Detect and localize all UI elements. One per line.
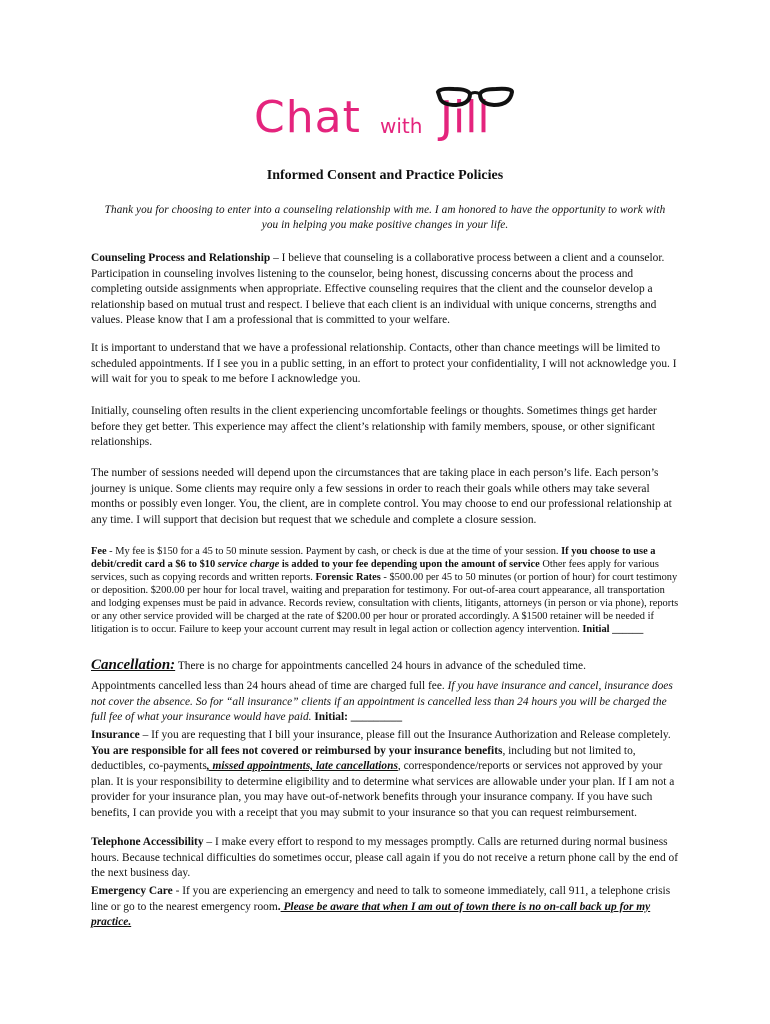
cancellation-paragraph: [91, 679, 681, 726]
cancellation-text: Appointments cancelled less than 24 hours ahead of time are charged full fee.: [91, 680, 448, 692]
cancellation-initial: Initial: _________: [311, 711, 403, 723]
counseling-text: – I believe that counseling is a collaborative process between a client and a counselor. Participation in counseling involves listening to the counselor, being honest, discussing concerns about the process and completing outside assignments when appropriate. Effective counseling requires that the client and the counselor develop a relationship based on mutual trust and respect. I believe that each client is an individual with unique concerns, strengths and values. Please know that I am a professional that is committed to your welfare.: [91, 252, 665, 326]
cancellation-line-1: There is no charge for appointments cancelled 24 hours in advance of the scheduled time.: [175, 660, 586, 672]
insurance-missed-appointments: , missed appointments, late cancellations: [206, 760, 398, 772]
cancellation-heading-line: [91, 658, 681, 675]
insurance-paragraph: [91, 728, 681, 821]
insurance-text-3: , correspondence/reports or services not approved by your plan. It is your responsibility to determine eligibility and to determine what services are allowable under your plan. If I am not a provider for your insurance plan, you may have out-of-network benefits through your insurance company. If you have such benefits, I can provide you with a receipt that you may submit to your insurance so that you can request reimbursement.: [91, 760, 675, 819]
logo-with-text: with: [380, 114, 423, 138]
fee-text-3: - $500.00 per 45 to 50 minutes (or portion of hour) for court testimony or deposition. $200.00 per hour for local travel, waiting and preparation for testimony. For out-of-area court appearance, all transportation and lodging expenses must be paid in advance. Records review, consultation with clients, litigants, attorneys (in person or via phone), reports or any other service provided will be charged at the rate of $200.00 per hour or prorated accordingly. A $1500 retainer will be needed if litigation is to occur. Failure to keep your account current may result in legal action or collection agency intervention.: [91, 572, 679, 635]
fee-bold-2: is added to your fee depending upon the amount of service: [279, 559, 540, 570]
telephone-paragraph: [91, 835, 681, 882]
emergency-heading: Emergency Care: [91, 885, 173, 897]
telephone-text: – I make every effort to respond to my messages promptly. Calls are returned during normal business hours. Because technical difficulties do sometimes occur, please call again if you do not receive a return phone call by the end of the next business day.: [91, 836, 679, 879]
logo-chat-text: Chat: [254, 92, 361, 143]
logo-jill-text: Jill: [440, 92, 490, 143]
emergency-text: - If you are experiencing an emergency and need to talk to someone immediately, call 911, a telephone crisis line or go to the nearest emergency room: [91, 885, 671, 913]
insurance-text-2: , including but not limited to, deductibles, co-payments: [91, 744, 636, 772]
emergency-paragraph: [91, 884, 681, 931]
counseling-paragraph: [91, 251, 681, 329]
sessions-paragraph: The number of sessions needed will depend upon the circumstances that are taking place in each person’s life. Each person’s journey is unique. Some clients may require only a few sessions in order to reach their goals while others may take several months or possibly even longer. You, the client, are in complete control. You may choose to end our professional relationship at any time. I will support that decision but request that we schedule and complete a closure session.: [91, 467, 672, 526]
fee-text-1: - My fee is $150 for a 45 to 50 minute session. Payment by cash, or check is due at the time of your session.: [106, 546, 562, 557]
telephone-heading: Telephone Accessibility: [91, 836, 204, 848]
fee-initial: Initial ______: [582, 624, 644, 635]
emergency-period: .: [277, 900, 281, 913]
fee-text-2: Other fees apply for various services, such as copying records and written reports.: [91, 559, 659, 583]
counseling-heading: Counseling Process and Relationship: [91, 252, 271, 264]
document-title: Informed Consent and Practice Policies: [266, 168, 504, 183]
intro-text: Thank you for choosing to enter into a counseling relationship with me. I am honored to have the opportunity to work with you in helping you make positive changes in your life.: [104, 204, 666, 231]
fee-heading: Fee: [91, 546, 107, 557]
cancellation-insurance-note: If you have insurance and cancel, insurance does not cover the absence. So for “all insurance” clients if an appointment is cancelled less than 24 hours you will be charged the full fee of what your insurance would have paid.: [91, 680, 673, 723]
cancellation-heading: Cancellation:: [91, 657, 176, 673]
insurance-heading: Insurance: [91, 729, 140, 741]
relationship-paragraph: It is important to understand that we have a professional relationship. Contacts, other than chance meetings will be limited to scheduled appointments. If I see you in a public setting, in an effort to protect your confidentiality, I will not acknowledge you. I will wait for you to speak to me before I acknowledge you.: [91, 342, 677, 385]
fee-service-charge: service charge: [217, 559, 280, 570]
insurance-text-1: – If you are requesting that I bill your insurance, please fill out the Insurance Authorization and Release completely.: [139, 729, 671, 741]
glasses-icon: [434, 86, 516, 110]
fee-paragraph: [91, 545, 681, 636]
fee-bold-1: If you choose to use a debit/credit card a $6 to $10: [91, 546, 656, 570]
forensic-heading: Forensic Rates: [315, 572, 381, 583]
chat-with-jill-logo: [254, 92, 524, 152]
initially-paragraph: Initially, counseling often results in the client experiencing uncomfortable feelings or thoughts. Sometimes things get harder before they get better. This experience may affect the client’s relationship with family members, spouse, or other significant relationships.: [91, 405, 657, 448]
emergency-no-oncall-note: Please be aware that when I am out of town there is no on-call back up for my practice.: [91, 900, 651, 928]
insurance-responsibility: You are responsible for all fees not covered or reimbursed by your insurance benefits: [91, 744, 503, 757]
